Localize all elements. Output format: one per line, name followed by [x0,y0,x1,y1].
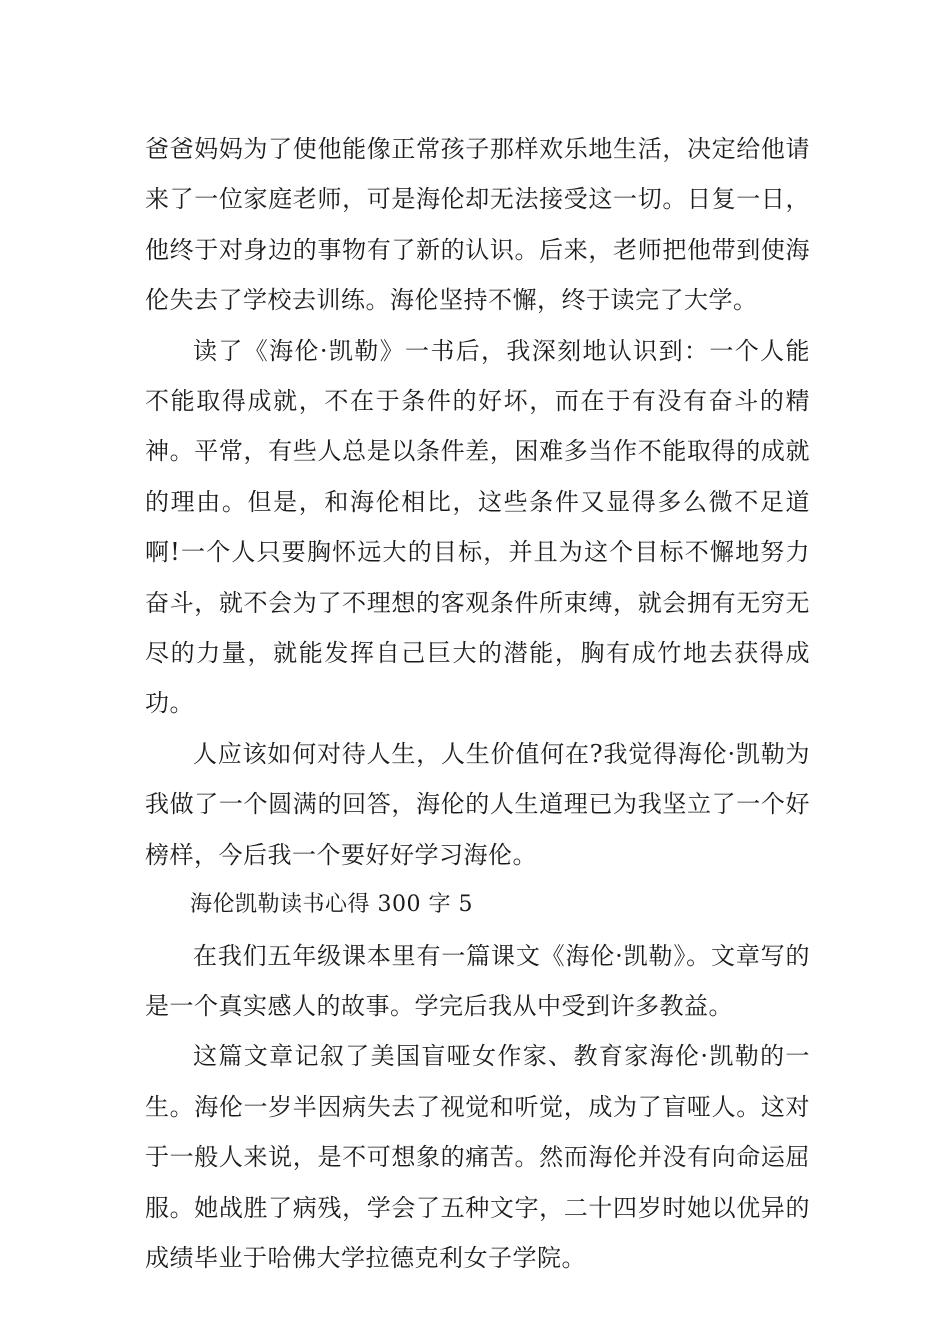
paragraph-2: 读了《海伦·凯勒》一书后，我深刻地认识到：一个人能不能取得成就，不在于条件的好坏，而在于有没有奋斗的精神。平常，有些人总是以条件差，困难多当作不能取得的成就的理由。但是，和海伦相比，这些条件又显得多么微不足道啊!一个人只要胸怀远大的目标，并且为这个目标不懈地努力奋斗，就不会为了不理想的客观条件所束缚，就会拥有无穷无尽的力量，就能发挥自己巨大的潜能，胸有成竹地去获得成功。 [145,336,810,718]
paragraph-3: 人应该如何对待人生，人生价值何在?我觉得海伦·凯勒为我做了一个圆满的回答，海伦的人生道理已为我坚立了一个好榜样，今后我一个要好好学习海伦。 [145,739,810,869]
paragraph-5: 这篇文章记叙了美国盲哑女作家、教育家海伦·凯勒的一生。海伦一岁半因病失去了视觉和听觉，成为了盲哑人。这对于一般人来说，是不可想象的痛苦。然而海伦并没有向命运屈服。她战胜了病残，学会了五种文字，二十四岁时她以优异的成绩毕业于哈佛大学拉德克利女子学院。 [145,1042,810,1272]
section-heading: 海伦凯勒读书心得 300 字 5 [190,892,473,918]
paragraph-1: 爸爸妈妈为了使他能像正常孩子那样欢乐地生活，决定给他请来了一位家庭老师，可是海伦却无法接受这一切。日复一日，他终于对身边的事物有了新的认识。后来，老师把他带到使海伦失去了学校去训练。海伦坚持不懈，终于读完了大学。 [145,135,810,315]
document-body [145,124,810,1283]
paragraph-4: 在我们五年级课本里有一篇课文《海伦·凯勒》。文章写的是一个真实感人的故事。学完后我从中受到许多教益。 [145,941,810,1020]
